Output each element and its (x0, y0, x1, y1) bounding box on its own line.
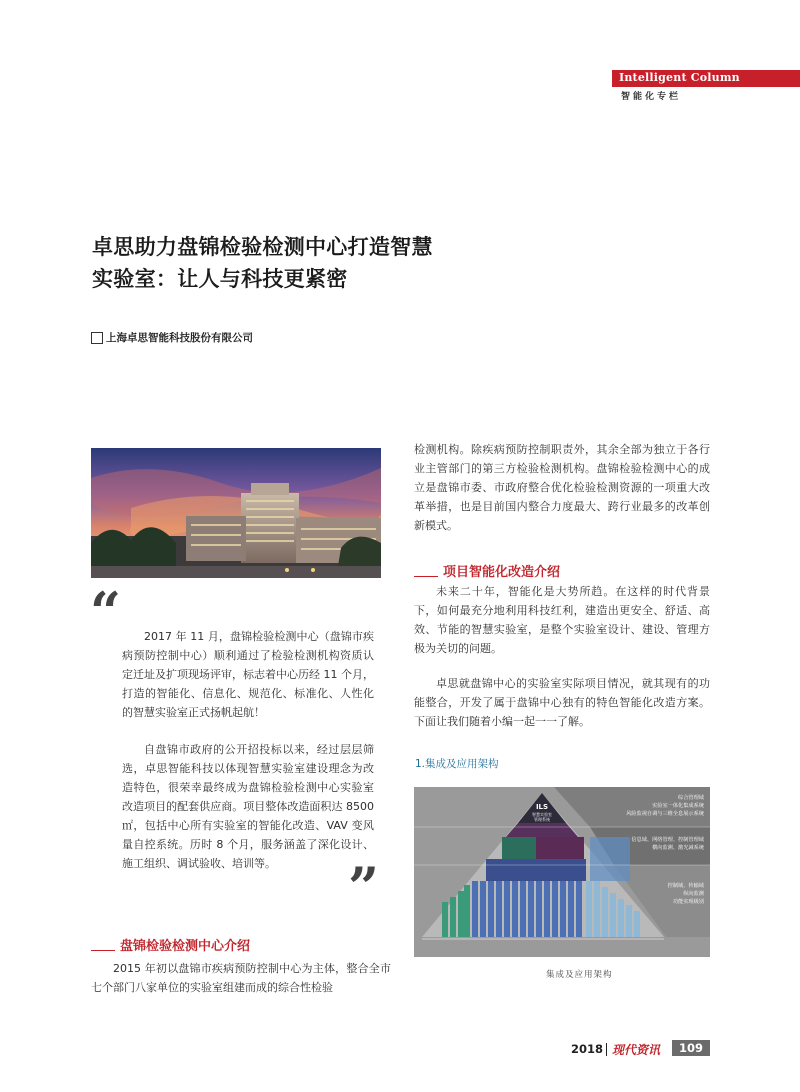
article-title-line2: 实验室：让人与科技更紧密 (92, 267, 348, 291)
footer-magazine-name: 现代资讯 (612, 1043, 661, 1057)
section1-heading-rule (91, 950, 115, 951)
legend-bottom-1: 控制域、传输域 (667, 883, 704, 889)
column-tag-chinese: 智能化专栏 (621, 92, 682, 102)
figure-label: 1.集成及应用架构 (415, 758, 499, 770)
building-photo (91, 448, 381, 578)
column-tag-rule (612, 86, 800, 87)
apex-sub-label-1: 智慧实验室 (532, 812, 552, 817)
close-quote-mark: ” (348, 855, 380, 919)
apex-sub-label-2: 管理系统 (534, 817, 550, 822)
legend-mid-1: 信息域、网络管理、控制管理域 (631, 837, 704, 843)
quote-paragraph-2: 自盘锦市政府的公开招投标以来，经过层层筛选，卓思智能科技以体现智慧实验室建设理念为改造特色，很荣幸最终成为盘锦检验检测中心实验室改造项目的配套供应商。项目整体改造面积达 8500㎡，包括中心所有实验室的智能化改造、VAV 变风量自控系统。历时 8 个月，服务涵盖了深化设计、施工组织、调试验收、培训等。 (122, 743, 374, 870)
footer-year: 2018 (571, 1042, 604, 1056)
column-tag-english: Intelligent Column (619, 71, 740, 84)
section2-paragraph-2: 卓思就盘锦中心的实验室实际项目情况，就其现有的功能整合，开发了属于盘锦中心独有的特色智能化改造方案。下面让我们随着小编一起一一了解。 (414, 677, 710, 728)
open-quote-mark: “ (90, 580, 122, 644)
section2-heading-rule (414, 576, 438, 577)
article-title-line1: 卓思助力盘锦检验检测中心打造智慧 (92, 235, 433, 259)
legend-bottom-3: 功能实现级别 (672, 899, 704, 905)
article-author: 上海卓思智能科技股份有限公司 (106, 332, 253, 344)
right-column-paragraph-1: 检测机构。除疾病预防控制职责外，其余全部为独立于各行业主管部门的第三方检验检测机构。盘锦检验检测中心的成立是盘锦市委、市政府整合优化检验检测资源的一项重大改革举措，也是目前国内整合力度最大、跨行业最多的改革创新模式。 (414, 443, 710, 532)
section2-heading: 项目智能化改造介绍 (443, 565, 561, 580)
legend-bottom-2: 纵向监测 (683, 891, 704, 897)
section1-paragraph: 2015 年初以盘锦市疾病预防控制中心为主体，整合全市七个部门八家单位的实验室组建而成的综合性检验 (91, 962, 391, 994)
page-number: 109 (672, 1040, 710, 1056)
legend-top-1: 综合管理域 (678, 795, 704, 801)
footer-divider (606, 1043, 607, 1056)
section2-paragraph-1: 未来二十年，智能化是大势所趋。在这样的时代背景下，如何最充分地利用科技红利，建造出更安全、舒适、高效、节能的智慧实验室，是整个实验室设计、建设、管理方极为关切的问题。 (414, 585, 710, 655)
apex-label: ILS (535, 803, 549, 811)
legend-top-3: 风险监视自调与三维全息展示系统 (626, 811, 704, 817)
article-title (92, 231, 472, 295)
section1-heading: 盘锦检验检测中心介绍 (120, 939, 251, 954)
author-square-icon (91, 332, 103, 344)
quote-paragraph-1: 2017 年 11 月，盘锦检验检测中心（盘锦市疾病预防控制中心）顺利通过了检验检测机构资质认定迁址及扩项现场评审，标志着中心历经 11 个月，打造的智能化、信息化、规范化、标准化、人性化的智慧实验室正式扬帆起航！ (122, 630, 374, 719)
legend-top-2: 实验室一体化集成系统 (652, 803, 704, 809)
figure-caption: 集成及应用架构 (546, 970, 613, 980)
architecture-diagram (414, 787, 710, 957)
legend-mid-2: 横向监测、激光减系统 (652, 845, 704, 851)
